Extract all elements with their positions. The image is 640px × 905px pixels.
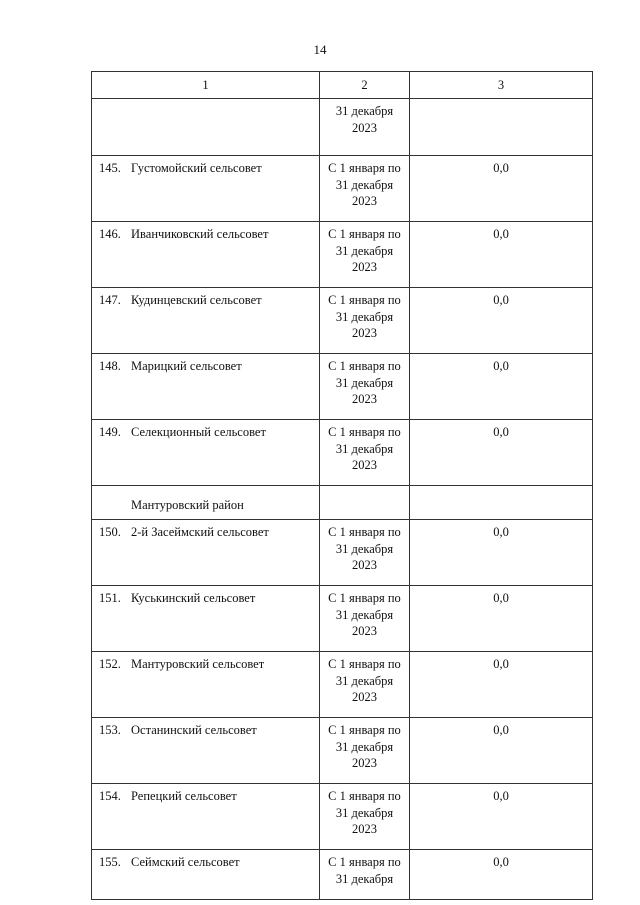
name-cell	[92, 520, 320, 586]
period-line: 2023	[352, 558, 377, 572]
value-cell: 0,0	[410, 586, 593, 652]
name-cell	[92, 420, 320, 486]
continuation-value-cell	[410, 99, 593, 156]
period-line: 2023	[352, 822, 377, 836]
data-table	[91, 71, 593, 900]
period-line: 31 декабря	[335, 104, 394, 118]
name-cell	[92, 586, 320, 652]
name-cell	[92, 718, 320, 784]
settlement-name: Марицкий сельсовет	[131, 359, 242, 373]
period-cell	[320, 156, 410, 222]
period-line: 31 декабря	[335, 375, 394, 390]
row-number: 147.	[99, 293, 121, 307]
name-cell	[92, 354, 320, 420]
row-number: 145.	[99, 161, 121, 175]
period-cell	[320, 850, 410, 900]
period-line: 2023	[352, 756, 377, 770]
period-cell	[320, 420, 410, 486]
settlement-name: Куськинский сельсовет	[131, 591, 256, 605]
period-cell	[320, 718, 410, 784]
row-number: 154.	[99, 789, 121, 803]
period-line: 31 декабря	[335, 739, 394, 754]
period-line: 31 декабря	[335, 541, 394, 556]
name-cell	[92, 784, 320, 850]
period-cell	[320, 222, 410, 288]
row-number: 153.	[99, 723, 121, 737]
row-number: 150.	[99, 525, 121, 539]
period-line: 2023	[352, 260, 377, 274]
table-row	[92, 420, 593, 486]
table-row	[92, 222, 593, 288]
settlement-name: Сеймский сельсовет	[131, 855, 240, 869]
table-row	[92, 718, 593, 784]
settlement-name: Кудинцевский сельсовет	[131, 293, 262, 307]
settlement-name: Иванчиковский сельсовет	[131, 227, 269, 241]
period-line: С 1 января по	[328, 591, 401, 605]
period-line: 31 декабря	[335, 309, 394, 324]
period-cell	[320, 354, 410, 420]
settlement-name: Мантуровский сельсовет	[131, 657, 265, 671]
table-row	[92, 288, 593, 354]
row-number: 149.	[99, 425, 121, 439]
column-header-3: 3	[410, 72, 593, 99]
period-line: С 1 января по	[328, 425, 401, 439]
table-row	[92, 520, 593, 586]
period-line: 31 декабря	[335, 243, 394, 258]
column-header-1: 1	[92, 72, 320, 99]
page-number: 14	[313, 42, 327, 57]
name-cell	[92, 652, 320, 718]
row-number: 152.	[99, 657, 121, 671]
row-number: 151.	[99, 591, 121, 605]
value-cell: 0,0	[410, 850, 593, 900]
settlement-name: Густомойский сельсовет	[131, 161, 262, 175]
value-cell: 0,0	[410, 222, 593, 288]
row-number: 148.	[99, 359, 121, 373]
period-line: С 1 января по	[328, 359, 401, 373]
period-line: С 1 января по	[328, 789, 401, 803]
table-row	[92, 354, 593, 420]
name-cell	[92, 288, 320, 354]
column-header-2: 2	[320, 72, 410, 99]
table-row	[92, 652, 593, 718]
row-number: 146.	[99, 227, 121, 241]
header-row	[92, 72, 593, 99]
name-cell	[92, 850, 320, 900]
value-cell: 0,0	[410, 718, 593, 784]
name-cell	[92, 156, 320, 222]
row-number: 155.	[99, 855, 121, 869]
period-line: 2023	[352, 326, 377, 340]
period-cell	[320, 652, 410, 718]
district-row	[92, 486, 593, 520]
value-cell: 0,0	[410, 156, 593, 222]
period-line: 31 декабря	[335, 607, 394, 622]
period-line: 31 декабря	[335, 177, 394, 192]
period-line: С 1 января по	[328, 723, 401, 737]
table-row	[92, 784, 593, 850]
settlement-name: 2-й Засеймский сельсовет	[131, 525, 269, 539]
continuation-name-cell	[92, 99, 320, 156]
settlement-name: Селекционный сельсовет	[131, 425, 266, 439]
period-cell	[320, 288, 410, 354]
value-cell: 0,0	[410, 288, 593, 354]
value-cell: 0,0	[410, 420, 593, 486]
value-cell: 0,0	[410, 354, 593, 420]
period-line: 31 декабря	[335, 871, 394, 886]
period-line: С 1 января по	[328, 525, 401, 539]
period-line: С 1 января по	[328, 657, 401, 671]
district-value-cell	[410, 486, 593, 520]
settlement-name: Останинский сельсовет	[131, 723, 257, 737]
continuation-period-cell	[320, 99, 410, 156]
period-line: 31 декабря	[335, 805, 394, 820]
district-name: Мантуровский район	[92, 486, 320, 520]
period-line: 31 декабря	[335, 673, 394, 688]
district-period-cell	[320, 486, 410, 520]
table-row	[92, 850, 593, 900]
period-line: 2023	[352, 458, 377, 472]
period-line: С 1 января по	[328, 227, 401, 241]
name-cell	[92, 222, 320, 288]
continuation-row	[92, 99, 593, 156]
period-cell	[320, 586, 410, 652]
period-line: 2023	[352, 392, 377, 406]
period-line: С 1 января по	[328, 855, 401, 869]
period-line: 2023	[352, 624, 377, 638]
period-line: 2023	[352, 690, 377, 704]
table-row	[92, 586, 593, 652]
value-cell: 0,0	[410, 520, 593, 586]
period-line: 2023	[352, 194, 377, 208]
period-line: С 1 января по	[328, 161, 401, 175]
settlement-name: Репецкий сельсовет	[131, 789, 237, 803]
value-cell: 0,0	[410, 784, 593, 850]
value-cell: 0,0	[410, 652, 593, 718]
period-line: 31 декабря	[335, 441, 394, 456]
period-cell	[320, 520, 410, 586]
period-line: 2023	[352, 120, 377, 135]
table-row	[92, 156, 593, 222]
period-cell	[320, 784, 410, 850]
period-line: С 1 января по	[328, 293, 401, 307]
